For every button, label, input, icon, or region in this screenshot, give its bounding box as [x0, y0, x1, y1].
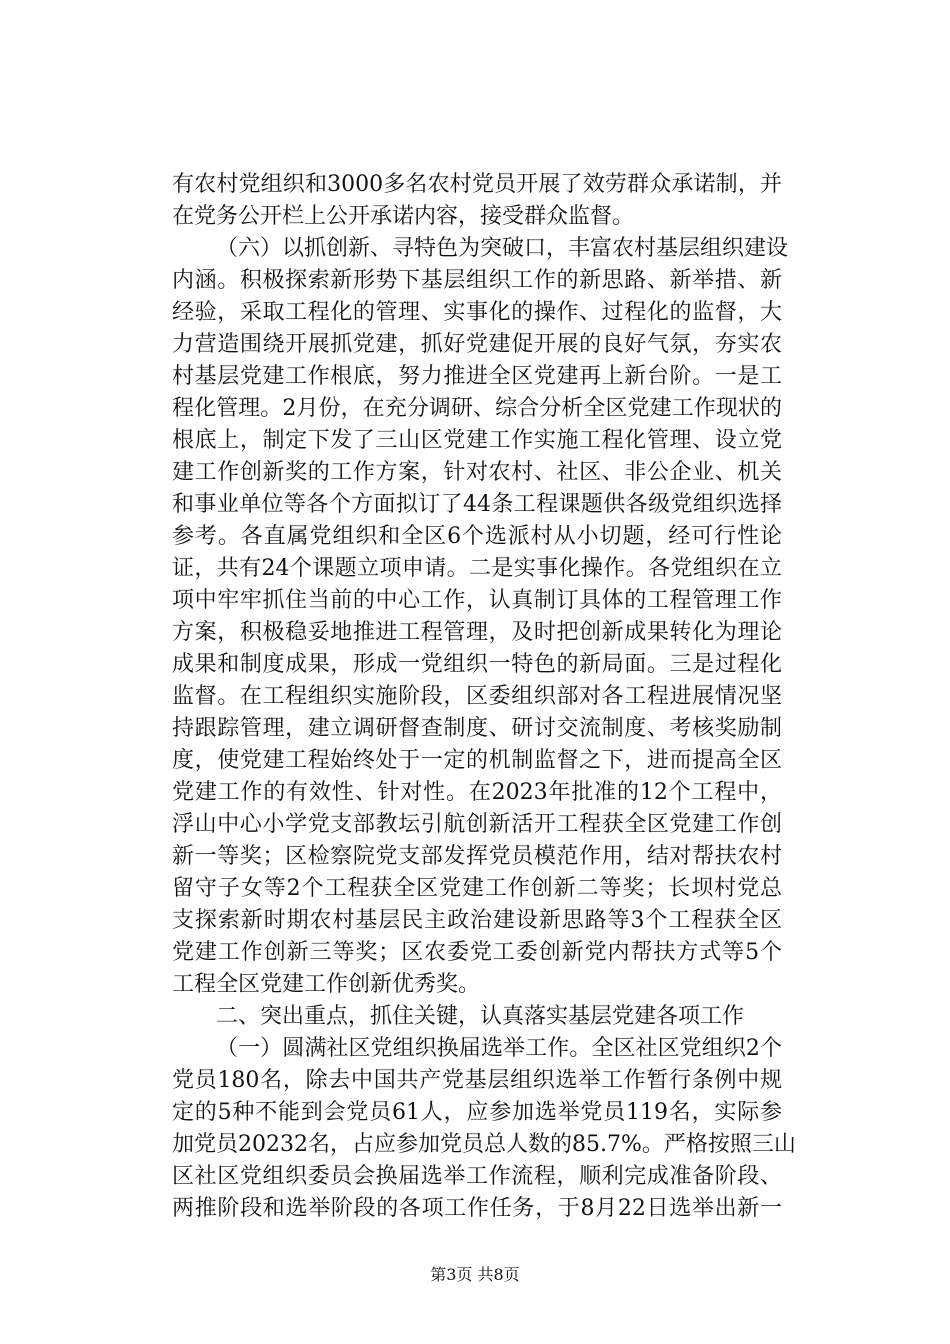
text-line: 村基层党建工作根底，努力推进全区党建再上新台阶。一是工 — [172, 364, 782, 389]
text-line: 持跟踪管理，建立调研督查制度、研讨交流制度、考核奖励制 — [172, 716, 782, 741]
text-line: 项中牢牢抓住当前的中心工作，认真制订具体的工程管理工作 — [172, 588, 782, 613]
text-line: 成果和制度成果，形成一党组织一特色的新局面。三是过程化 — [172, 652, 782, 677]
text-line: 定的5种不能到会党员61人，应参加选举党员119名，实际参 — [172, 1100, 782, 1125]
text-line: 度，使党建工程始终处于一定的机制监督之下，进而提高全区 — [172, 748, 782, 773]
document-body — [172, 169, 796, 1225]
text-line: 新一等奖；区检察院党支部发挥党员模范作用，结对帮扶农村 — [172, 844, 782, 869]
text-line: 党员180名，除去中国共产党基层组织选举工作暂行条例中规 — [172, 1068, 782, 1093]
page-number-footer: 第3页 共8页 — [430, 1265, 520, 1284]
text-line: 浮山中心小学党支部教坛引航创新活开工程获全区党建工作创 — [172, 812, 782, 837]
text-line: 力营造围绕开展抓党建，抓好党建促开展的良好气氛，夯实农 — [172, 332, 782, 357]
text-line: 在党务公开栏上公开承诺内容，接受群众监督。 — [172, 204, 635, 229]
text-line: 工程全区党建工作创新优秀奖。 — [172, 972, 481, 997]
section-heading: 二、突出重点，抓住关键，认真落实基层党建各项工作 — [216, 1004, 745, 1029]
text-line: 程化管理。2月份，在充分调研、综合分析全区党建工作现状的 — [172, 396, 782, 421]
text-line: 参考。各直属党组织和全区6个选派村从小切题，经可行性论 — [172, 524, 782, 549]
text-line: 党建工作的有效性、针对性。在2023年批准的12个工程中， — [172, 780, 782, 805]
text-line: 区社区党组织委员会换届选举工作流程，顺利完成准备阶段、 — [172, 1164, 782, 1189]
text-line: 内涵。积极探索新形势下基层组织工作的新思路、新举措、新 — [172, 268, 782, 293]
text-line: 根底上，制定下发了三山区党建工作实施工程化管理、设立党 — [172, 428, 782, 453]
text-line: 支探索新时期农村基层民主政治建设新思路等3个工程获全区 — [172, 908, 782, 933]
text-line: 监督。在工程组织实施阶段，区委组织部对各工程进展情况坚 — [172, 684, 782, 709]
text-line: 留守子女等2个工程获全区党建工作创新二等奖；长坝村党总 — [172, 876, 782, 901]
text-line: 有农村党组织和3000多名农村党员开展了效劳群众承诺制，并 — [172, 172, 782, 197]
text-line: 加党员20232名，占应参加党员总人数的85.7%。严格按照三山 — [172, 1132, 796, 1157]
text-line: 经验，采取工程化的管理、实事化的操作、过程化的监督，大 — [172, 300, 782, 325]
text-line: 证，共有24个课题立项申请。二是实事化操作。各党组织在立 — [172, 556, 782, 581]
paragraph-start-line: （六）以抓创新、寻特色为突破口，丰富农村基层组织建设 — [216, 236, 789, 261]
paragraph-start-line: （一）圆满社区党组织换届选举工作。全区社区党组织2个 — [216, 1036, 782, 1061]
text-line: 两推阶段和选举阶段的各项工作任务，于8月22日选举出新一 — [172, 1196, 782, 1221]
text-line: 和事业单位等各个方面拟订了44条工程课题供各级党组织选择 — [172, 492, 782, 517]
text-line: 方案，积极稳妥地推进工程管理，及时把创新成果转化为理论 — [172, 620, 782, 645]
text-line: 建工作创新奖的工作方案，针对农村、社区、非公企业、机关 — [172, 460, 782, 485]
text-line: 党建工作创新三等奖；区农委党工委创新党内帮扶方式等5个 — [172, 940, 782, 965]
